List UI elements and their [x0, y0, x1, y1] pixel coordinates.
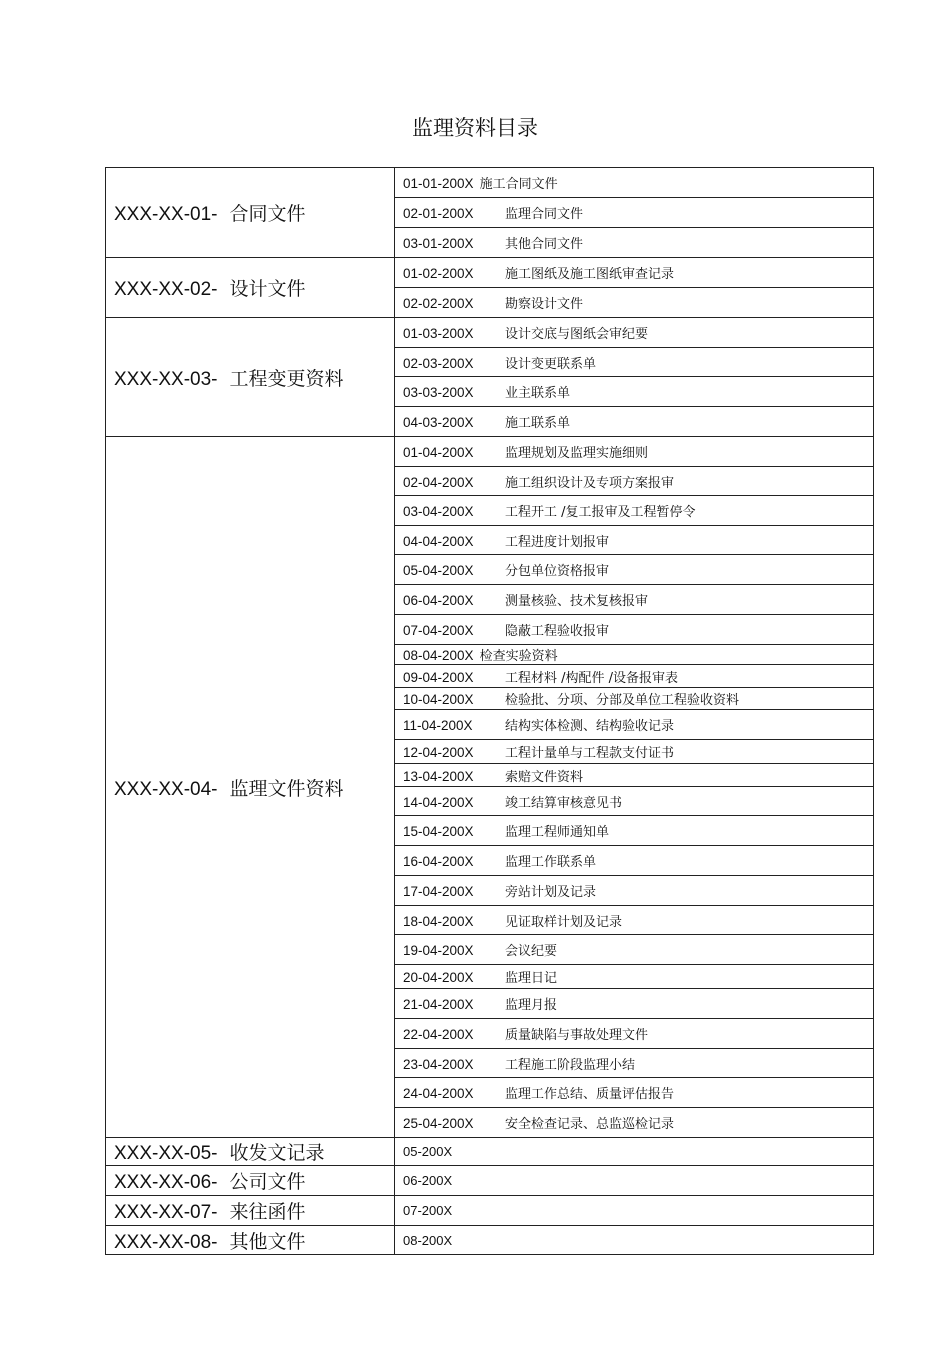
item-name: 监理工作总结、质量评估报告: [505, 1087, 675, 1102]
item-code: 02-02-200X: [403, 296, 474, 311]
item-name: 工程进度计划报审: [505, 534, 610, 550]
item-code: 06-200X: [403, 1173, 453, 1188]
item-code: 23-04-200X: [403, 1056, 474, 1072]
item-code: 16-04-200X: [403, 854, 474, 869]
item-name: 其他合同文件: [505, 237, 584, 252]
item-name: 质量缺陷与事故处理文件: [505, 1028, 649, 1043]
item-code: 10-04-200X: [403, 692, 474, 707]
item-code: 19-04-200X: [403, 943, 474, 958]
item-cell: [395, 1078, 874, 1108]
item-name: 测量核验、技术复核报审: [505, 594, 649, 609]
catalog-body: [106, 168, 874, 1255]
item-cell: [395, 585, 874, 615]
item-cell: [395, 846, 874, 876]
category-name: 监理文件资料: [229, 777, 344, 800]
item-cell: [395, 288, 874, 318]
item-name: 勘察设计文件: [505, 297, 584, 312]
item-cell: [395, 764, 874, 787]
category-cell: [106, 1226, 395, 1255]
item-cell: [395, 555, 874, 585]
category-name: 其他文件: [229, 1230, 306, 1253]
item-name: 设计变更联系单: [505, 356, 597, 372]
item-name: 旁站计划及记录: [505, 885, 597, 900]
item-name: 监理工程师通知单: [505, 825, 610, 840]
item-cell: [395, 228, 874, 258]
item-cell: [395, 688, 874, 710]
item-name: 分包单位资格报审: [505, 564, 610, 579]
item-name: 工程施工阶段监理小结: [505, 1057, 636, 1073]
item-code: 01-04-200X: [403, 445, 474, 460]
item-name: 工程开工 /复工报审及工程暂停令: [505, 505, 696, 520]
item-cell: [395, 935, 874, 965]
category-code: XXX-XX-06-: [114, 1172, 218, 1193]
item-cell: [395, 1138, 874, 1166]
item-name: 隐蔽工程验收报审: [505, 624, 610, 639]
item-name: 检查实验资料: [479, 649, 558, 664]
item-name: 监理合同文件: [505, 207, 584, 222]
category-cell: [106, 1166, 395, 1196]
category-name: 公司文件: [229, 1171, 306, 1193]
item-code: 06-04-200X: [403, 593, 474, 608]
item-cell: [395, 1196, 874, 1226]
item-name: 安全检查记录、总监巡检记录: [505, 1117, 675, 1132]
item-code: 08-200X: [403, 1232, 453, 1248]
item-code: 03-03-200X: [403, 385, 474, 400]
item-code: 09-04-200X: [403, 669, 474, 685]
item-name: 施工图纸及施工图纸审查记录: [505, 267, 675, 282]
item-cell: [395, 258, 874, 288]
item-name: 监理日记: [505, 971, 558, 986]
category-code: XXX-XX-08-: [114, 1231, 218, 1253]
item-cell: [395, 1166, 874, 1196]
category-name: 设计文件: [229, 278, 306, 300]
item-cell: [395, 645, 874, 665]
item-cell: [395, 467, 874, 496]
item-code: 04-04-200X: [403, 533, 474, 549]
category-cell: [106, 1138, 395, 1166]
table-row: [106, 318, 874, 348]
item-code: 02-04-200X: [403, 474, 474, 490]
item-name: 竣工结算审核意见书: [505, 795, 623, 811]
table-row: [106, 1196, 874, 1226]
item-cell: [395, 665, 874, 688]
category-name: 来往函件: [229, 1201, 306, 1223]
category-code: XXX-XX-05-: [114, 1143, 218, 1164]
category-cell: [106, 318, 395, 437]
item-cell: [395, 740, 874, 764]
category-code: XXX-XX-02-: [114, 279, 218, 300]
item-code: 18-04-200X: [403, 913, 474, 929]
item-code: 11-04-200X: [403, 718, 473, 733]
item-name: 见证取样计划及记录: [505, 914, 623, 930]
item-code: 24-04-200X: [403, 1086, 474, 1101]
item-cell: [395, 348, 874, 377]
item-name: 施工合同文件: [479, 177, 558, 192]
item-name: 结构实体检测、结构验收记录: [505, 719, 675, 734]
table-row: [106, 168, 874, 198]
item-cell: [395, 526, 874, 555]
category-name: 合同文件: [229, 203, 306, 225]
item-cell: [395, 1108, 874, 1138]
item-cell: [395, 1049, 874, 1078]
item-code: 07-04-200X: [403, 623, 474, 638]
item-cell: [395, 965, 874, 989]
item-name: 施工组织设计及专项方案报审: [505, 475, 675, 491]
page-title: 监理资料目录: [412, 116, 538, 140]
item-cell: [395, 906, 874, 935]
category-code: XXX-XX-01-: [114, 204, 218, 225]
table-row: [106, 258, 874, 288]
table-row: [106, 1226, 874, 1255]
table-row: [106, 1166, 874, 1196]
item-code: 20-04-200X: [403, 970, 474, 985]
item-code: 22-04-200X: [403, 1027, 474, 1042]
table-row: [106, 1138, 874, 1166]
item-name: 监理工作联系单: [505, 855, 597, 870]
item-code: 25-04-200X: [403, 1116, 474, 1131]
item-code: 01-02-200X: [403, 266, 474, 281]
category-code: XXX-XX-04-: [114, 778, 218, 800]
item-code: 21-04-200X: [403, 997, 474, 1012]
item-cell: [395, 615, 874, 645]
item-code: 07-200X: [403, 1203, 453, 1218]
item-cell: [395, 816, 874, 846]
item-name: 设计交底与图纸会审纪要: [505, 327, 649, 342]
item-cell: [395, 198, 874, 228]
item-cell: [395, 876, 874, 906]
item-code: 03-04-200X: [403, 504, 474, 519]
item-code: 02-03-200X: [403, 355, 474, 371]
catalog-table: [105, 167, 874, 1255]
item-code: 05-200X: [403, 1144, 453, 1159]
item-cell: [395, 496, 874, 526]
item-name: 工程材料 /构配件 /设备报审表: [505, 670, 679, 686]
item-name: 施工联系单: [505, 416, 571, 431]
item-code: 15-04-200X: [403, 824, 474, 839]
item-cell: [395, 318, 874, 348]
item-name: 业主联系单: [505, 386, 571, 401]
item-code: 13-04-200X: [403, 768, 474, 784]
item-code: 01-03-200X: [403, 326, 474, 341]
item-name: 会议纪要: [505, 944, 558, 959]
category-code: XXX-XX-07-: [114, 1202, 218, 1223]
item-name: 工程计量单与工程款支付证书: [505, 746, 675, 761]
category-cell: [106, 1196, 395, 1226]
item-code: 08-04-200X: [403, 648, 474, 663]
item-code: 05-04-200X: [403, 563, 474, 578]
item-name: 监理规划及监理实施细则: [505, 446, 649, 461]
item-name: 索赔文件资料: [505, 769, 584, 785]
item-cell: [395, 710, 874, 740]
category-name: 收发文记录: [229, 1142, 325, 1164]
category-cell: [106, 168, 395, 258]
item-cell: [395, 407, 874, 437]
item-code: 12-04-200X: [403, 745, 474, 760]
table-row: [106, 437, 874, 467]
item-cell: [395, 1019, 874, 1049]
item-code: 04-03-200X: [403, 415, 474, 430]
item-name: 监理月报: [505, 998, 558, 1013]
item-code: 17-04-200X: [403, 884, 474, 899]
category-code: XXX-XX-03-: [114, 368, 218, 390]
item-code: 14-04-200X: [403, 794, 474, 810]
item-cell: [395, 168, 874, 198]
item-code: 03-01-200X: [403, 236, 474, 251]
item-code: 02-01-200X: [403, 206, 474, 221]
item-cell: [395, 787, 874, 816]
item-cell: [395, 437, 874, 467]
category-cell: [106, 258, 395, 318]
item-cell: [395, 989, 874, 1019]
category-name: 工程变更资料: [229, 367, 344, 390]
item-code: 01-01-200X: [403, 176, 474, 191]
item-cell: [395, 1226, 874, 1255]
category-cell: [106, 437, 395, 1138]
item-name: 检验批、分项、分部及单位工程验收资料: [505, 693, 740, 708]
item-cell: [395, 377, 874, 407]
